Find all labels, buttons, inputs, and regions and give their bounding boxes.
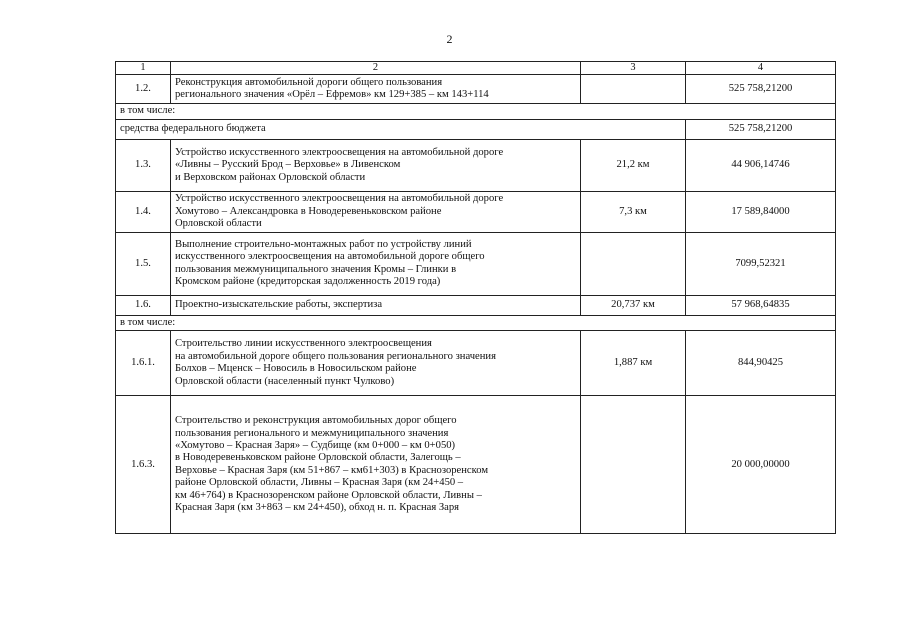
- header-row: [116, 62, 836, 75]
- description-line: и Верховском районах Орловской области: [175, 171, 366, 183]
- budget-table: [115, 61, 836, 534]
- description-line: Орловской области (населенный пункт Чулково): [175, 375, 395, 387]
- description-line: Орловской области: [175, 218, 262, 230]
- table-row: [116, 139, 836, 191]
- row-amount: 44 906,14746: [686, 139, 836, 191]
- row-quantity: [581, 396, 686, 534]
- description-line: «Хомутово – Красная Заря» – Судбище (км 0+000 – км 0+050): [175, 439, 456, 451]
- header-col-3: 3: [581, 62, 686, 75]
- row-amount: 7099,52321: [686, 232, 836, 295]
- row-quantity: 21,2 км: [581, 139, 686, 191]
- row-description: [171, 75, 581, 104]
- table-row: [116, 396, 836, 534]
- table-row: [116, 331, 836, 396]
- subheading-row: [116, 104, 836, 119]
- row-number: 1.6.3.: [116, 396, 171, 534]
- header-col-1: 1: [116, 62, 171, 75]
- row-number: 1.6.: [116, 295, 171, 315]
- description-line: пользования регионального и межмуниципального значения: [175, 427, 449, 439]
- page-number: 2: [446, 32, 453, 46]
- description-line: Выполнение строительно-монтажных работ по устройству линий: [175, 239, 472, 250]
- row-description: [171, 139, 581, 191]
- table-row: [116, 75, 836, 104]
- table-row: [116, 295, 836, 315]
- table-row: [116, 232, 836, 295]
- row-description: [171, 331, 581, 396]
- table-row: [116, 191, 836, 232]
- row-number: 1.2.: [116, 75, 171, 104]
- header-col-2: 2: [171, 62, 581, 75]
- description-line: искусственного электроосвещения на автомобильной дороге общего: [175, 251, 485, 263]
- funding-source-amount: 525 758,21200: [686, 119, 836, 139]
- funding-source-row: [116, 119, 836, 139]
- row-description: [171, 396, 581, 534]
- row-amount: 525 758,21200: [686, 75, 836, 104]
- description-line: Красная Заря (км 3+863 – км 24+450), обход н. п. Красная Заря: [175, 501, 460, 513]
- row-number: 1.5.: [116, 232, 171, 295]
- row-description: [171, 232, 581, 295]
- description-line: Кромском районе (кредиторская задолженность 2019 года): [175, 276, 441, 288]
- description-line: Хомутово – Александровка в Новодеревеньковском районе: [175, 205, 442, 217]
- description-line: Строительство линии искусственного электроосвещения: [175, 338, 432, 350]
- description-line: «Ливны – Русский Брод – Верховье» в Ливенском: [175, 159, 401, 171]
- row-amount: 17 589,84000: [686, 191, 836, 232]
- description-line: Реконструкция автомобильной дороги общего пользования: [175, 77, 443, 88]
- description-line: пользования межмуниципального значения Кромы – Глинки в: [175, 263, 457, 275]
- row-description: [171, 295, 581, 315]
- subheading-text: в том числе:: [116, 104, 836, 119]
- header-col-4: 4: [686, 62, 836, 75]
- row-number: 1.3.: [116, 139, 171, 191]
- description-line: Болхов – Мценск – Новосиль в Новосильском районе: [175, 363, 417, 375]
- description-line: в Новодеревеньковском районе Орловской области, Залегощь –: [175, 452, 461, 464]
- table-body: [116, 75, 836, 534]
- description-line: Верховье – Красная Заря (км 51+867 – км61+303) в Краснозоренском: [175, 464, 489, 476]
- row-number: 1.6.1.: [116, 331, 171, 396]
- description-line: Устройство искусственного электроосвещения на автомобильной дороге: [175, 193, 504, 205]
- description-line: км 46+764) в Краснозоренском районе Орловской области, Ливны –: [175, 489, 482, 501]
- row-quantity: 1,887 км: [581, 331, 686, 396]
- description-line: районе Орловской области, Ливны – Красная Заря (км 24+450 –: [175, 477, 464, 489]
- row-amount: 844,90425: [686, 331, 836, 396]
- description-line: Устройство искусственного электроосвещения на автомобильной дороге: [175, 146, 504, 158]
- description-line: Проектно-изыскательские работы, экспертиза: [175, 299, 383, 311]
- row-number: 1.4.: [116, 191, 171, 232]
- row-amount: 20 000,00000: [686, 396, 836, 534]
- row-quantity: 7,3 км: [581, 191, 686, 232]
- description-line: регионального значения «Орёл – Ефремов» км 129+385 – км 143+114: [175, 89, 489, 101]
- row-quantity: [581, 75, 686, 104]
- row-quantity: 20,737 км: [581, 295, 686, 315]
- row-quantity: [581, 232, 686, 295]
- description-line: на автомобильной дороге общего пользования регионального значения: [175, 350, 496, 362]
- description-line: Строительство и реконструкция автомобильных дорог общего: [175, 415, 457, 427]
- subheading-row: [116, 315, 836, 330]
- subheading-text: в том числе:: [116, 315, 836, 330]
- funding-source-label: средства федерального бюджета: [116, 119, 686, 139]
- row-description: [171, 191, 581, 232]
- row-amount: 57 968,64835: [686, 295, 836, 315]
